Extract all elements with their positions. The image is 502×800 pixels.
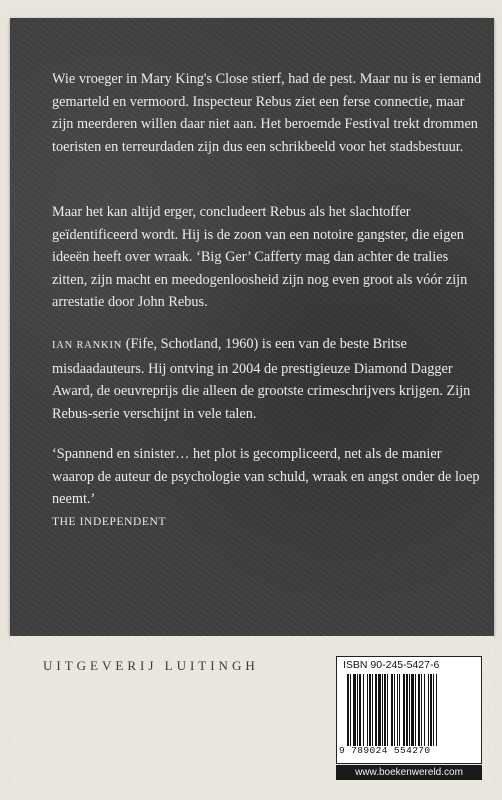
quote-text: ‘Spannend en sinister… het plot is gecompliceerd, net als de manier waarop de auteur de psychologie van schuld, wraak en angst onder de loep neemt.’ bbox=[52, 446, 480, 507]
barcode-box bbox=[336, 656, 482, 764]
press-quote bbox=[52, 443, 484, 533]
author-name: IAN RANKIN bbox=[52, 340, 123, 351]
blurb-paragraph-1: Wie vroeger in Mary King's Close stierf, had de pest. Maar nu is er iemand gemarteld en vermoord. Inspecteur Rebus ziet een ferse connectie, maar zijn meerderen willen daar niet aan. Het beroemde Festival trekt drommen toeristen en terreurdaden zijn dus een schrikbeeld voor het stadsbestuur. bbox=[52, 71, 482, 155]
isbn-label: ISBN 90-245-5427-6 bbox=[343, 659, 440, 671]
ean-digits: 9 789024 554270 bbox=[339, 745, 431, 756]
author-bio-text: (Fife, Schotland, 1960) is een van de beste Britse misdaadauteurs. Hij ontving in 2004 de prestigieuze Diamond Dagger Award, de oeuvreprijs die alleen de grootste crimeschrijvers krijgen. Zijn Rebus-serie verschijnt in vele talen. bbox=[52, 336, 471, 422]
barcode-bars bbox=[347, 674, 471, 746]
blurb-paragraph-2: Maar het kan altijd erger, concludeert Rebus als het slachtoffer geïdentificeerd wordt. Hij is de zoon van een notoire gangster, die eigen ideeën heeft over wraak. ‘Big Ger’ Cafferty mag dan achter de tralies zitten, zijn macht en meedogenloosheid zijn nog even groot als vóór zijn arrestatie door John Rebus. bbox=[52, 204, 468, 310]
website-url: www.boekenwereld.com bbox=[336, 765, 482, 780]
author-bio bbox=[52, 333, 484, 425]
publisher-name: UITGEVERIJ LUITINGH bbox=[43, 658, 259, 673]
quote-source: THE INDEPENDENT bbox=[52, 515, 167, 528]
